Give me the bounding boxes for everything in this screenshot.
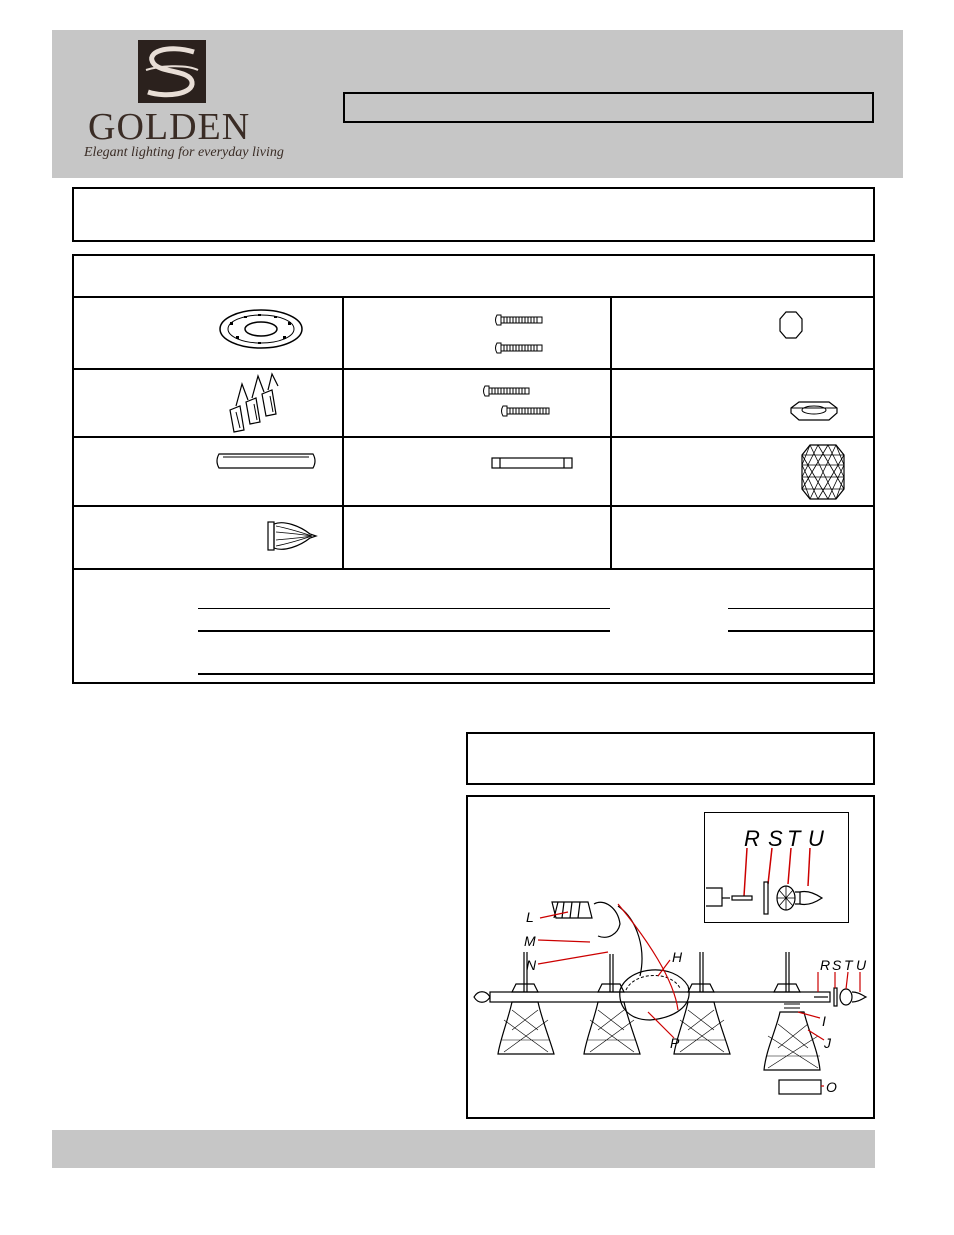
label-j: J: [824, 1035, 831, 1051]
parts-column-divider: [342, 296, 344, 569]
wire-nuts-icon: [222, 372, 280, 434]
inset-label-s: S: [768, 826, 783, 851]
label-u: U: [856, 957, 867, 973]
parts-header-divider: [72, 296, 875, 298]
instructions-title-box: [72, 187, 875, 242]
form-line: [728, 608, 875, 609]
warning-box: [466, 732, 875, 785]
label-t: T: [844, 957, 853, 973]
brand-tagline: Elegant lighting for everyday living: [84, 145, 284, 160]
inset-label-r: R: [744, 826, 760, 851]
nipple-icon: [490, 456, 574, 470]
parts-row-divider: [72, 505, 875, 507]
fixture-assembly-drawing: [468, 880, 873, 1116]
form-line: [728, 630, 875, 632]
ceiling-plate-icon: [218, 308, 304, 350]
form-line: [198, 673, 875, 675]
label-h: H: [672, 949, 683, 965]
golden-logo-icon: [138, 40, 206, 103]
label-p: P: [670, 1035, 680, 1051]
finial-icon: [266, 518, 318, 554]
inset-label-u: U: [808, 826, 824, 851]
ball-icon: [778, 310, 804, 340]
label-m: M: [524, 933, 536, 949]
model-number-box: [343, 92, 874, 123]
mounting-strap-icon: [213, 452, 319, 470]
parts-column-divider: [610, 296, 612, 569]
brand-name: GOLDEN: [88, 106, 251, 148]
form-line: [198, 608, 610, 609]
footer-band: [52, 1130, 875, 1168]
crystal-ball-icon: [800, 443, 846, 501]
hex-nut-icon: [789, 400, 839, 422]
parts-row-divider: [72, 368, 875, 370]
label-i: I: [822, 1013, 826, 1029]
inset-label-t: T: [787, 826, 801, 851]
label-l: L: [526, 909, 534, 925]
glass-shade-shapes: [498, 984, 820, 1070]
label-s: S: [832, 957, 842, 973]
parts-row-divider: [72, 568, 875, 570]
mounting-screws-icon: [494, 312, 546, 358]
screws-icon: [482, 384, 552, 420]
form-line: [198, 630, 610, 632]
label-o: O: [826, 1079, 837, 1095]
parts-row-divider: [72, 436, 875, 438]
parts-list-box: [72, 254, 875, 684]
label-r: R: [820, 957, 831, 973]
label-n: N: [526, 957, 537, 973]
